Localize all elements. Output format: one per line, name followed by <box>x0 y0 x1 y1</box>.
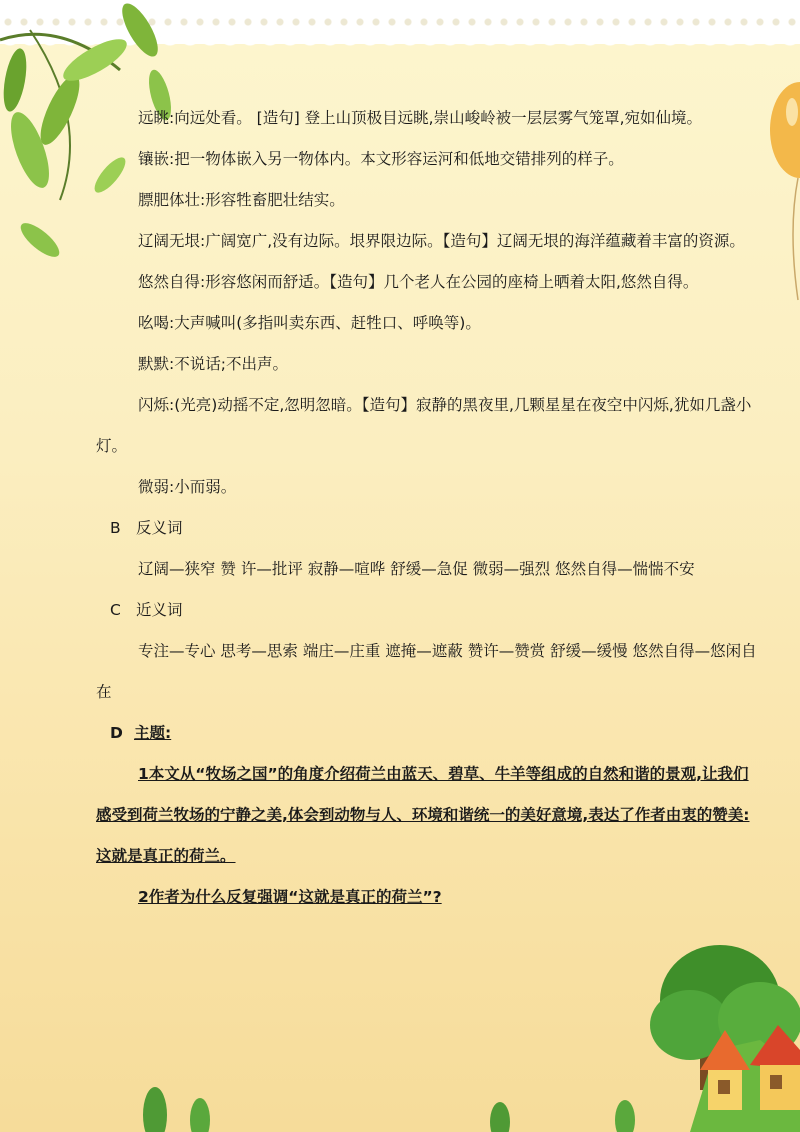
vocab-weiruo: 微弱:小而弱。 <box>138 478 237 496</box>
antonyms-title: 反义词 <box>136 519 183 537</box>
synonyms-title: 近义词 <box>136 601 183 619</box>
balloon-decoration <box>758 60 800 310</box>
synonyms-letter: C <box>110 601 121 619</box>
theme-question-2: 2作者为什么反复强调“这就是真正的荷兰”? <box>138 888 442 906</box>
antonyms-list: 辽阔—狭窄 赞 许—批评 寂静—喧哗 舒缓—急促 微弱—强烈 悠然自得—惴惴不安 <box>138 560 695 578</box>
theme-title: 主题: <box>134 724 172 742</box>
synonyms-heading <box>96 590 760 631</box>
antonyms-heading <box>96 508 760 549</box>
vocab-youranzide: 悠然自得:形容悠闲而舒适。【造句】几个老人在公园的座椅上晒着太阳,悠然自得。 <box>138 273 699 291</box>
vocab-yuantiao: 远眺:向远处看。 [造句] 登上山顶极目远眺,崇山峻岭被一层层雾气笼罩,宛如仙境。 <box>138 109 703 127</box>
antonyms-letter: B <box>110 519 121 537</box>
document-body <box>96 98 760 918</box>
vocab-momo: 默默:不说话;不出声。 <box>138 355 288 373</box>
theme-heading <box>96 713 760 754</box>
scenery-decoration <box>0 930 800 1132</box>
vocab-xiangqian: 镶嵌:把一物体嵌入另一物体内。本文形容运河和低地交错排列的样子。 <box>138 150 624 168</box>
synonyms-list: 专注—专心 思考—思索 端庄—庄重 遮掩—遮蔽 赞许—赞赏 舒缓—缓慢 悠然自得—悠闲自在 <box>96 642 757 701</box>
vocab-biaofeitizhuang: 膘肥体壮:形容牲畜肥壮结实。 <box>138 191 345 209</box>
theme-paragraph-1: 1本文从“牧场之国”的角度介绍荷兰由蓝天、碧草、牛羊等组成的自然和谐的景观,让我们感受到荷兰牧场的宁静之美,体会到动物与人、环境和谐统一的美好意境,表达了作者由衷的赞美:这就是真正的荷兰。 <box>96 765 750 865</box>
vocab-liaokuowuyin: 辽阔无垠:广阔宽广,没有边际。垠界限边际。【造句】辽阔无垠的海洋蕴藏着丰富的资源。 <box>138 232 745 250</box>
theme-letter: D <box>110 724 123 742</box>
vocab-shanshuo: 闪烁:(光亮)动摇不定,忽明忽暗。【造句】寂静的黑夜里,几颗星星在夜空中闪烁,犹如几盏小灯。 <box>96 396 752 455</box>
vocab-yaohe: 吆喝:大声喊叫(多指叫卖东西、赶牲口、呼唤等)。 <box>138 314 481 332</box>
